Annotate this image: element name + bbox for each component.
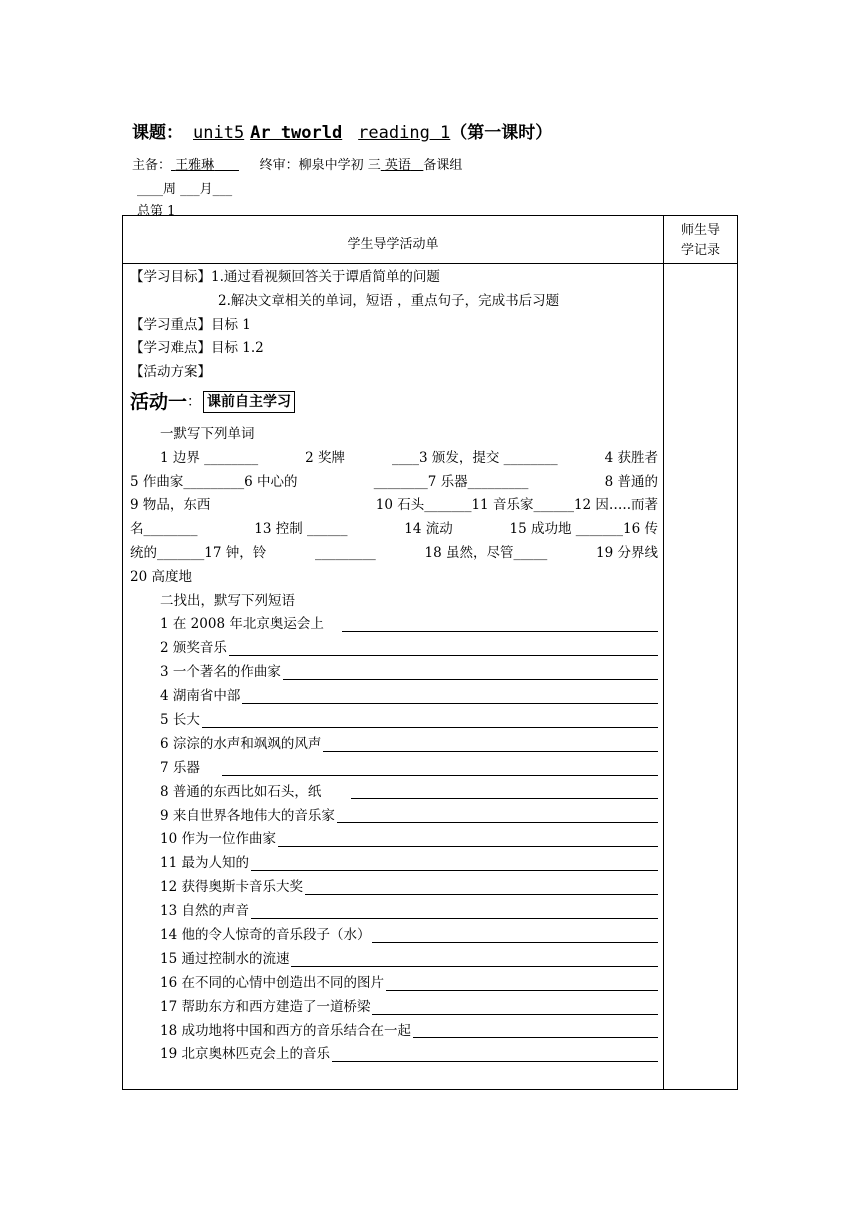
reviewer-label: 终审：柳泉中学初 三	[259, 158, 381, 173]
answer-blank[interactable]	[222, 775, 658, 776]
subject: 英语	[384, 158, 411, 173]
words-line: 20 高度地	[130, 568, 192, 585]
meta-line-2: ____周 ___月___	[137, 182, 233, 197]
lesson-title	[132, 118, 552, 143]
answer-blank[interactable]	[372, 942, 658, 943]
answer-blank[interactable]	[251, 918, 658, 919]
phrase-item: 18 成功地将中国和西方的音乐结合在一起	[130, 1020, 658, 1044]
total-label: 总第 1	[137, 204, 176, 219]
phrase-item: 5 长大	[130, 709, 658, 733]
difficulty-point: 【学习难点】目标 1.2	[130, 340, 264, 357]
phrase-item: 2 颁奖音乐	[130, 637, 658, 661]
title-reading: reading 1	[358, 123, 451, 143]
phrase-item: 8 普通的东西比如石头，纸	[130, 781, 658, 805]
phrase-item: 3 一个著名的作曲家	[130, 661, 658, 685]
author-name: 王雅琳	[175, 158, 215, 173]
phrases-heading: 二找出，默写下列短语	[160, 592, 295, 609]
author-label: 主备：	[132, 158, 172, 173]
words-heading: 一默写下列单词	[160, 425, 255, 442]
answer-blank[interactable]	[242, 703, 658, 704]
activity-box: 课前自主学习	[203, 391, 295, 413]
title-session: （第一课时）	[450, 123, 553, 143]
key-point: 【学习重点】目标 1	[130, 316, 251, 333]
answer-blank[interactable]	[283, 679, 658, 680]
goal-line-2: 2.解决文章相关的单词，短语 ，重点句子，完成书后习题	[218, 292, 560, 309]
answer-blank[interactable]	[291, 966, 658, 967]
activity-heading: 活动一 ： 课前自主学习	[130, 385, 658, 419]
plan-label: 【活动方案】	[130, 364, 211, 381]
answer-blank[interactable]	[332, 1061, 658, 1062]
phrase-item: 19 北京奥林匹克会上的音乐	[130, 1043, 658, 1067]
answer-blank[interactable]	[372, 1014, 658, 1015]
title-topic: Ar tworld	[250, 123, 343, 143]
title-unit: unit5	[193, 123, 245, 143]
table-header-main: 学生导学活动单	[347, 237, 439, 252]
answer-blank[interactable]	[386, 990, 658, 991]
answer-blank[interactable]	[229, 655, 658, 656]
answer-blank[interactable]	[305, 894, 658, 895]
table-header-divider	[123, 263, 663, 264]
words-line: 统的_______17 钟，铃 _________ 18 虽然，尽管_____ 19 分界线	[130, 544, 658, 561]
phrase-item: 13 自然的声音	[130, 900, 658, 924]
activity-content	[130, 266, 658, 1067]
week-label: 周	[163, 182, 177, 197]
phrase-item: 7 乐器	[130, 757, 658, 781]
phrase-item: 9 来自世界各地伟大的音乐家	[130, 804, 658, 828]
answer-blank[interactable]	[342, 631, 658, 632]
meta-line-1	[132, 154, 462, 173]
answer-blank[interactable]	[351, 798, 658, 799]
words-line: 5 作曲家_________6 中心的 ________7 乐器_________ 8 普通的	[130, 473, 658, 490]
answer-blank[interactable]	[323, 751, 658, 752]
phrase-item: 16 在不同的心情中创造出不同的图片	[130, 972, 658, 996]
phrase-item: 17 帮助东方和西方建造了一道桥梁	[130, 996, 658, 1020]
phrase-item: 14 他的令人惊奇的音乐段子（水）	[130, 924, 658, 948]
words-line: 1 边界 ________ 2 奖牌 ____3 颁发，提交 ________ 4 获胜者	[160, 449, 658, 466]
month-label: 月	[199, 182, 213, 197]
phrase-item: 10 作为一位作曲家	[130, 828, 658, 852]
group: 备课组	[423, 158, 463, 173]
phrase-item: 1 在 2008 年北京奥运会上	[130, 613, 658, 637]
title-label: 课题：	[132, 123, 183, 143]
phrase-item: 11 最为人知的	[130, 852, 658, 876]
words-line: 9 物品，东西 10 石头_______11 音乐家______12 因…..而著	[130, 497, 658, 514]
answer-blank[interactable]	[251, 870, 658, 871]
phrase-item: 4 湖南省中部	[130, 685, 658, 709]
phrase-item: 15 通过控制水的流速	[130, 948, 658, 972]
table-column-divider	[663, 216, 664, 1089]
answer-blank[interactable]	[202, 727, 658, 728]
answer-blank[interactable]	[337, 822, 658, 823]
table-header-divider-side	[663, 263, 738, 264]
goal-line-1: 【学习目标】1.通过看视频回答关于谭盾简单的问题	[130, 269, 440, 285]
answer-blank[interactable]	[413, 1037, 658, 1038]
words-line: 名________ 13 控制 ______ 14 流动 15 成功地 _______16 传	[130, 521, 658, 538]
phrase-item: 6 淙淙的水声和飒飒的风声	[130, 733, 658, 757]
answer-blank[interactable]	[278, 846, 658, 847]
table-header-side: 师生导 学记录	[680, 223, 720, 258]
phrase-item: 12 获得奥斯卡音乐大奖	[130, 876, 658, 900]
